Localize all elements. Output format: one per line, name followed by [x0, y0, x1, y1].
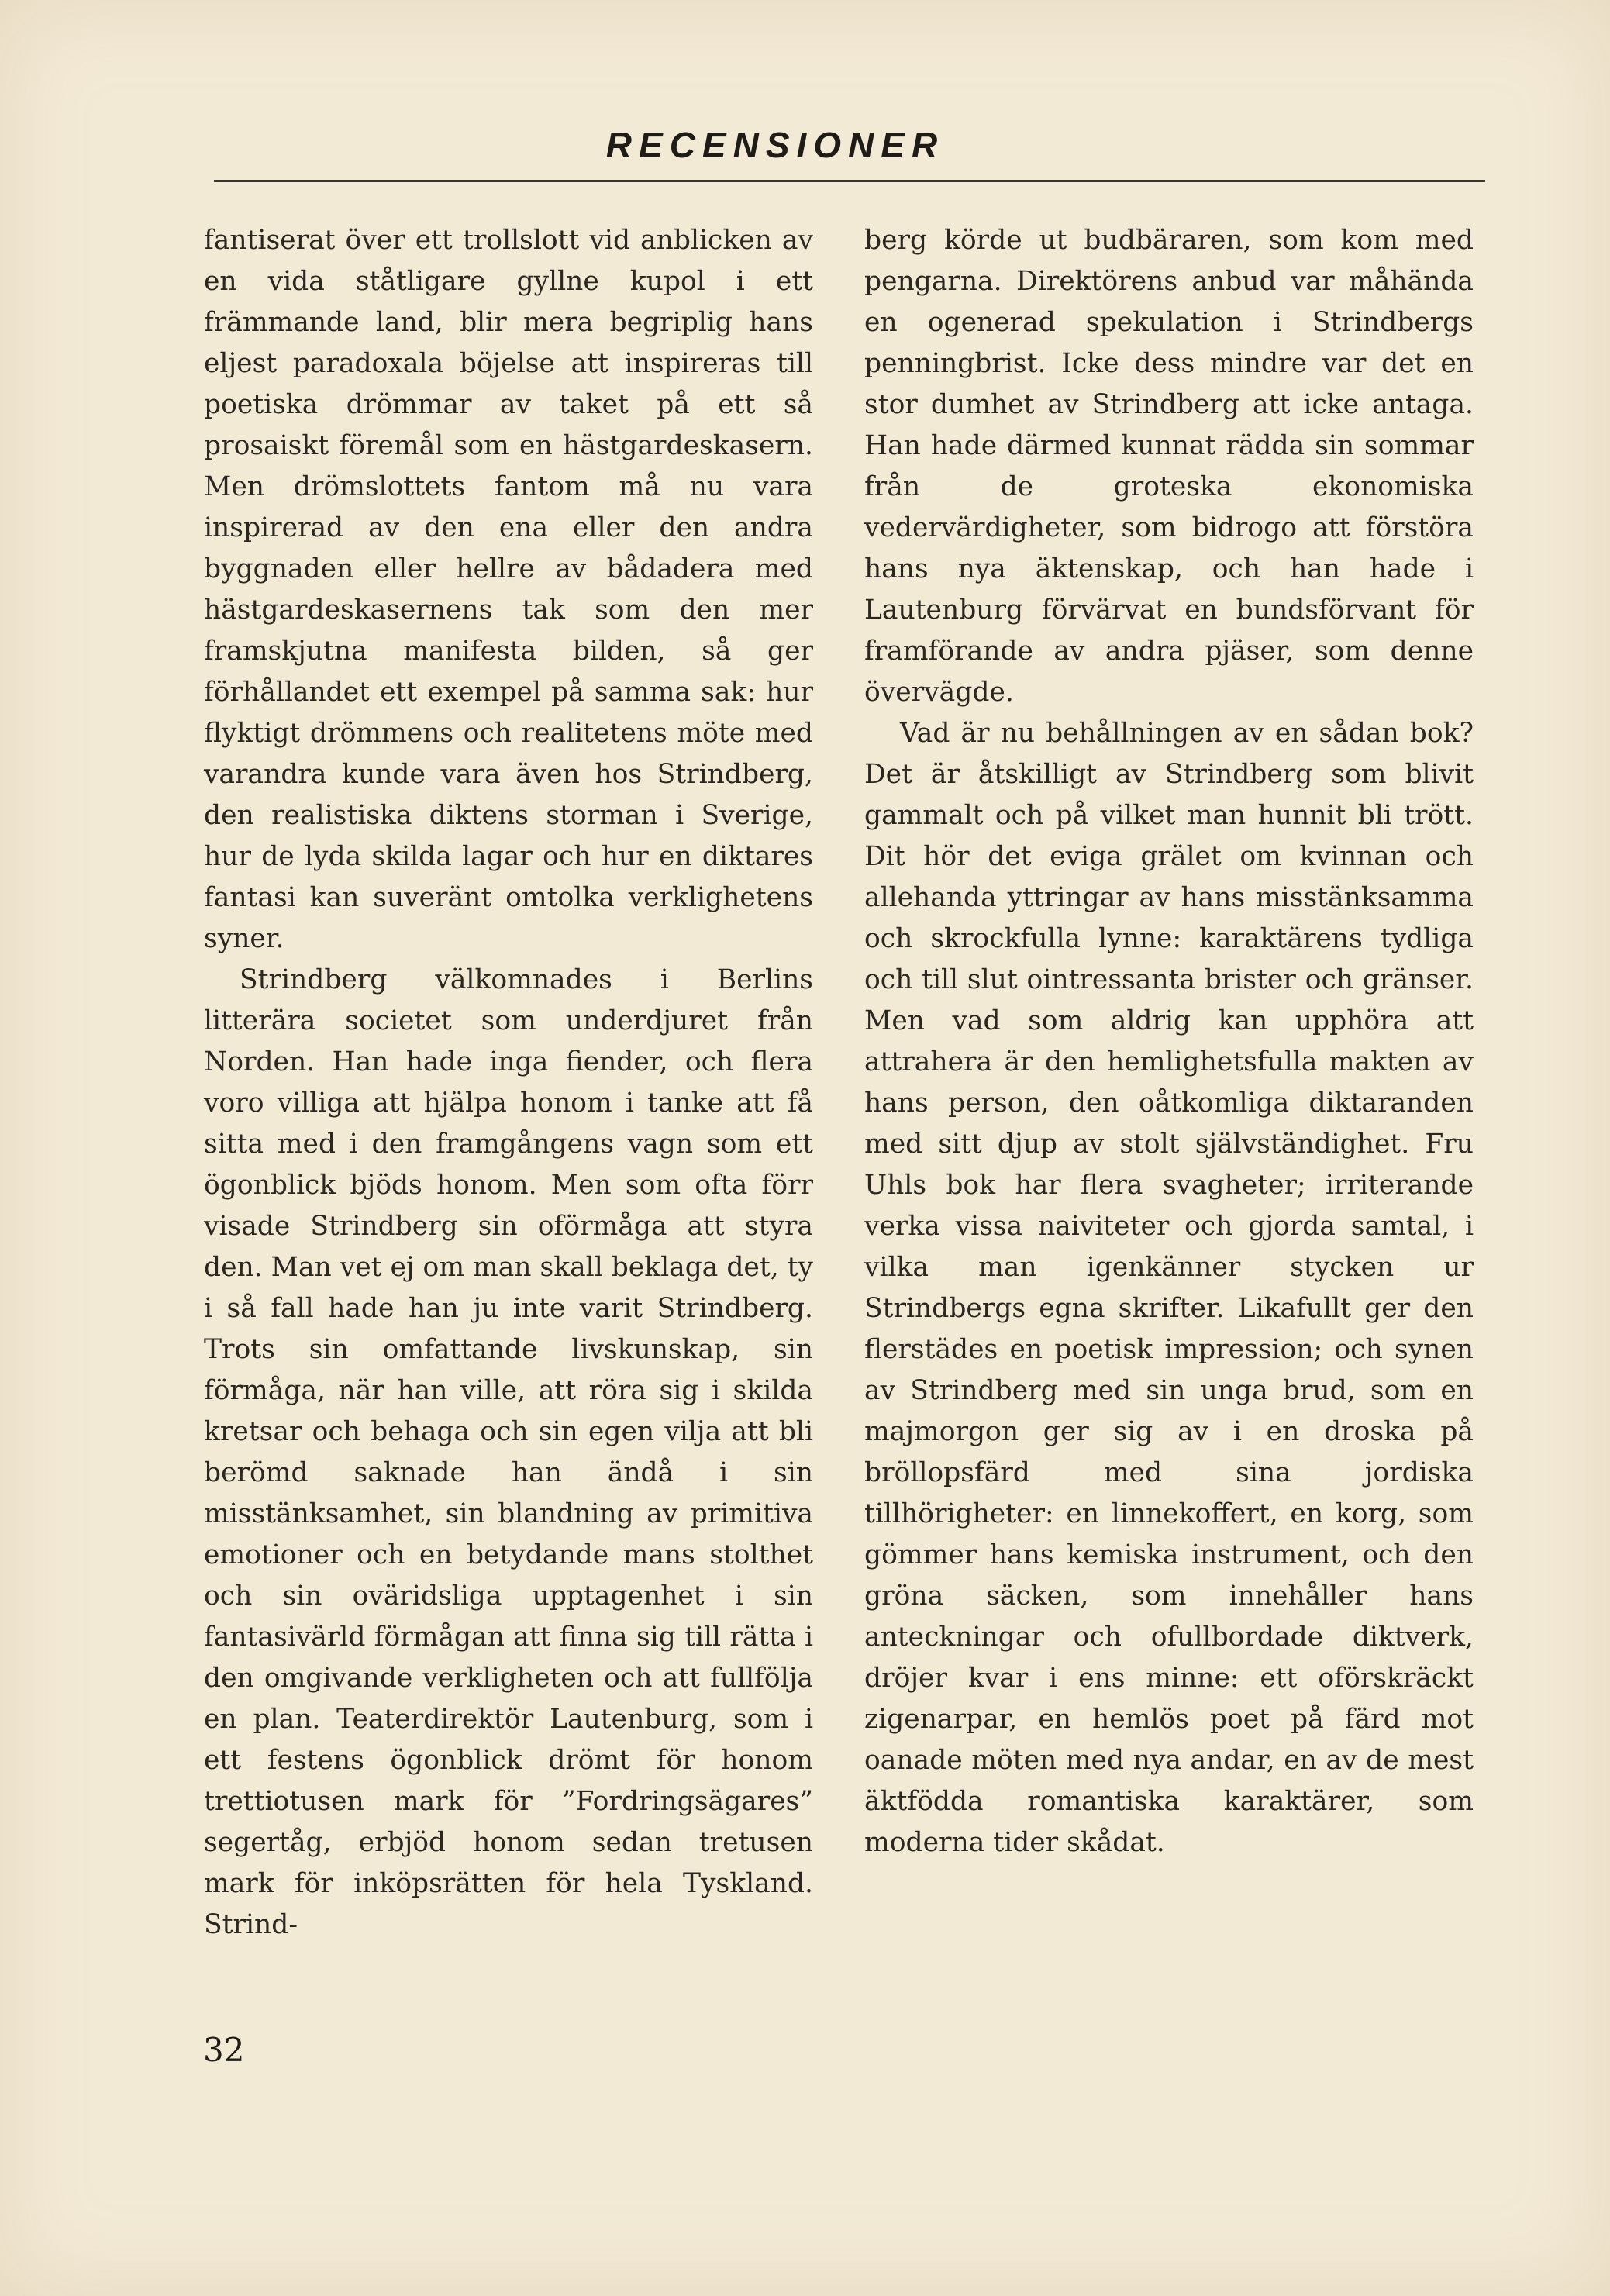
right-column: [864, 220, 1474, 1863]
left-column: [204, 220, 813, 1946]
right-paragraph-2: Vad är nu behållningen av en sådan bok? Det är åtskilligt av Strindberg som blivit gammalt och på vilket man hunnit bli trött. Dit hör det eviga grälet om kvinnan och allehanda yttringar av hans misstänksamma och skrockfulla lynne: karaktärens tydliga och till slut ointressanta brister och gränser. Men vad som aldrig kan upphöra att attrahera är den hemlighetsfulla makten av hans person, den oåtkomliga diktaranden med sitt djup av stolt självständighet. Fru Uhls bok har flera svagheter; irriterande verka vissa naiviteter och gjorda samtal, i vilka man igenkänner stycken ur Strindbergs egna skrifter. Likafullt ger den flerstädes en poetisk impression; och synen av Strindberg med sin unga brud, som en majmorgon ger sig av i en droska på bröllopsfärd med sina jordiska tillhörigheter: en linnekoffert, en korg, som gömmer hans kemiska instrument, och den gröna säcken, som innehåller hans anteckningar och ofullbordade diktverk, dröjer kvar i ens minne: ett oförskräckt zigenarpar, en hemlös poet på färd mot oanade möten med nya andar, en av de mest äktfödda romantiska karaktärer, som moderna tider skådat.: [864, 718, 1474, 1858]
header-rule: [214, 180, 1485, 182]
right-paragraph-1: berg körde ut budbäraren, som kom med pengarna. Direktörens anbud var måhända en ogenerad spekulation i Strindbergs penningbrist. Icke dess mindre var det en stor dumhet av Strindberg att icke antaga. Han hade därmed kunnat rädda sin sommar från de groteska ekonomiska vedervärdigheter, som bidrogo att förstöra hans nya äktenskap, och han hade i Lautenburg förvärvat en bundsförvant för framförande av andra pjäser, som denne övervägde.: [864, 225, 1474, 708]
page-number: 32: [203, 2031, 245, 2069]
running-head: RECENSIONER: [605, 125, 945, 165]
left-paragraph-2: Strindberg välkomnades i Berlins litterära societet som underdjuret från Norden. Han hade inga fiender, och flera voro villiga att hjälpa honom i tanke att få sitta med i den framgångens vagn som ett ögonblick bjöds honom. Men som ofta förr visade Strindberg sin oförmåga att styra den. Man vet ej om man skall beklaga det, ty i så fall hade han ju inte varit Strindberg. Trots sin omfattande livskunskap, sin förmåga, när han ville, att röra sig i skilda kretsar och behaga och sin egen vilja att bli berömd saknade han ändå i sin misstänksamhet, sin blandning av primitiva emotioner och en betydande mans stolthet och sin oväridsliga upptagenhet i sin fantasivärld förmågan att finna sig till rätta i den omgivande verkligheten och att fullfölja en plan. Teaterdirektör Lautenburg, som i ett festens ögonblick drömt för honom trettiotusen mark för ”Fordringsägares” segertåg, erbjöd honom sedan tretusen mark för inköpsrätten för hela Tyskland. Strind-: [204, 964, 813, 1940]
left-paragraph-1: fantiserat över ett trollslott vid anblicken av en vida ståtligare gyllne kupol i ett främmande land, blir mera begriplig hans eljest paradoxala böjelse att inspireras till poetiska drömmar av taket på ett så prosaiskt föremål som en hästgardeskasern. Men drömslottets fantom må nu vara inspirerad av den ena eller den andra byggnaden eller hellre av bådadera med hästgardeskasernens tak som den mer framskjutna manifesta bilden, så ger förhållandet ett exempel på samma sak: hur flyktigt drömmens och realitetens möte med varandra kunde vara även hos Strindberg, den realistiska diktens storman i Sverige, hur de lyda skilda lagar och hur en diktares fantasi kan suveränt omtolka verklighetens syner.: [204, 225, 813, 954]
